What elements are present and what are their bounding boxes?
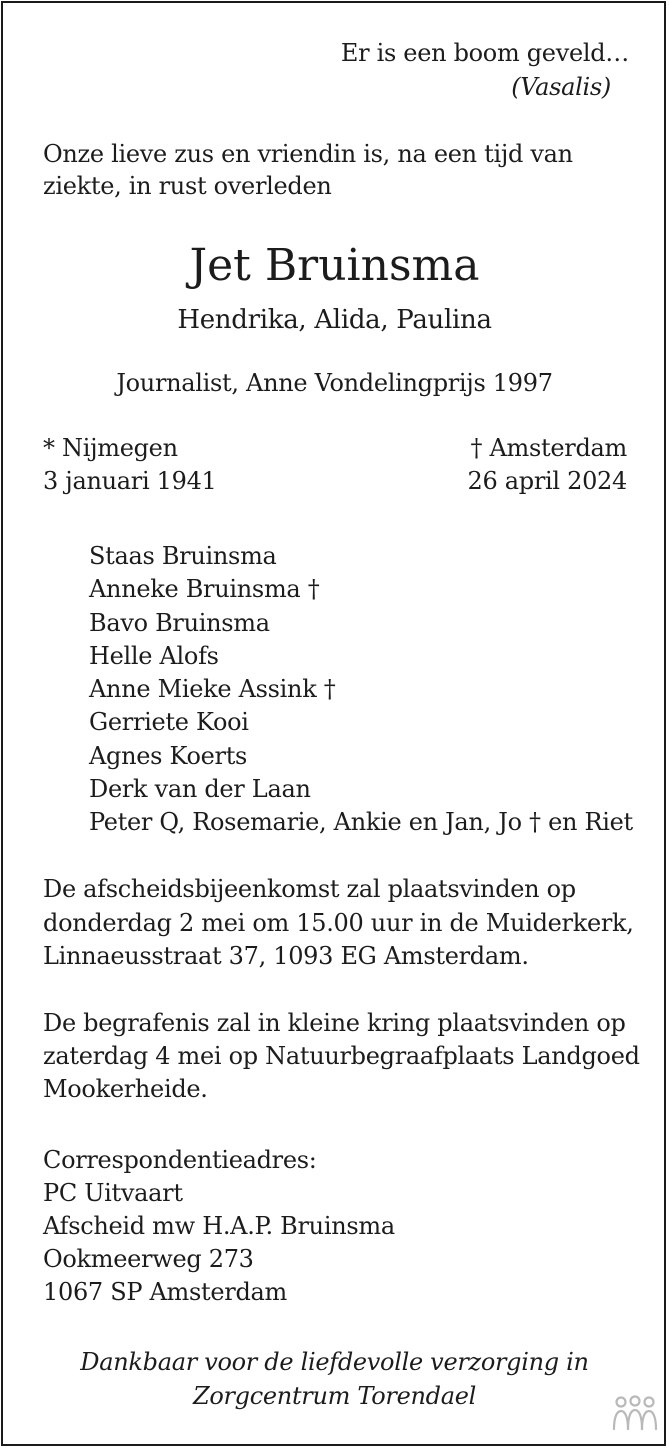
ceremony-line-1: De afscheidsbijeenkomst zal plaatsvinden op bbox=[43, 875, 576, 903]
ceremony-line-2: donderdag 2 mei om 15.00 uur in de Muiderkerk, bbox=[43, 909, 634, 937]
people-group-icon bbox=[611, 1395, 659, 1435]
family-member: Gerriete Kooi bbox=[89, 708, 249, 736]
family-member: Staas Bruinsma bbox=[89, 542, 277, 570]
birth-date: 3 januari 1941 bbox=[43, 467, 217, 495]
motto-author: (Vasalis) bbox=[511, 73, 611, 101]
family-member: Anneke Bruinsma † bbox=[89, 575, 320, 603]
burial-line-3: Mookerheide. bbox=[43, 1075, 208, 1103]
death-date: 26 april 2024 bbox=[467, 467, 627, 495]
correspondence-label: Correspondentieadres: bbox=[43, 1146, 317, 1174]
correspondence-line-1: PC Uitvaart bbox=[43, 1179, 183, 1207]
birth-place: * Nijmegen bbox=[43, 434, 178, 462]
deceased-name: Jet Bruinsma bbox=[189, 240, 480, 291]
death-place: † Amsterdam bbox=[470, 434, 627, 462]
deceased-profession: Journalist, Anne Vondelingprijs 1997 bbox=[116, 369, 553, 397]
family-member: Peter Q, Rosemarie, Ankie en Jan, Jo † en Riet bbox=[89, 808, 633, 836]
correspondence-line-4: 1067 SP Amsterdam bbox=[43, 1278, 287, 1306]
motto-quote: Er is een boom geveld… bbox=[340, 39, 629, 67]
thanks-line-2: Zorgcentrum Torendael bbox=[192, 1382, 476, 1410]
family-member: Anne Mieke Assink † bbox=[89, 675, 336, 703]
burial-line-1: De begrafenis zal in kleine kring plaatsvinden op bbox=[43, 1009, 626, 1037]
correspondence-line-3: Ookmeerweg 273 bbox=[43, 1245, 254, 1273]
family-member: Bavo Bruinsma bbox=[89, 609, 270, 637]
deceased-given-names: Hendrika, Alida, Paulina bbox=[177, 305, 492, 335]
intro-line-1: Onze lieve zus en vriendin is, na een tijd van bbox=[43, 140, 573, 168]
intro-line-2: ziekte, in rust overleden bbox=[43, 172, 332, 200]
family-member: Derk van der Laan bbox=[89, 775, 311, 803]
family-member: Agnes Koerts bbox=[89, 742, 248, 770]
burial-line-2: zaterdag 4 mei op Natuurbegraafplaats Landgoed bbox=[43, 1042, 640, 1070]
correspondence-line-2: Afscheid mw H.A.P. Bruinsma bbox=[43, 1212, 395, 1240]
ceremony-line-3: Linnaeusstraat 37, 1093 EG Amsterdam. bbox=[43, 942, 529, 970]
family-member: Helle Alofs bbox=[89, 642, 219, 670]
thanks-line-1: Dankbaar voor de liefdevolle verzorging in bbox=[80, 1348, 589, 1376]
